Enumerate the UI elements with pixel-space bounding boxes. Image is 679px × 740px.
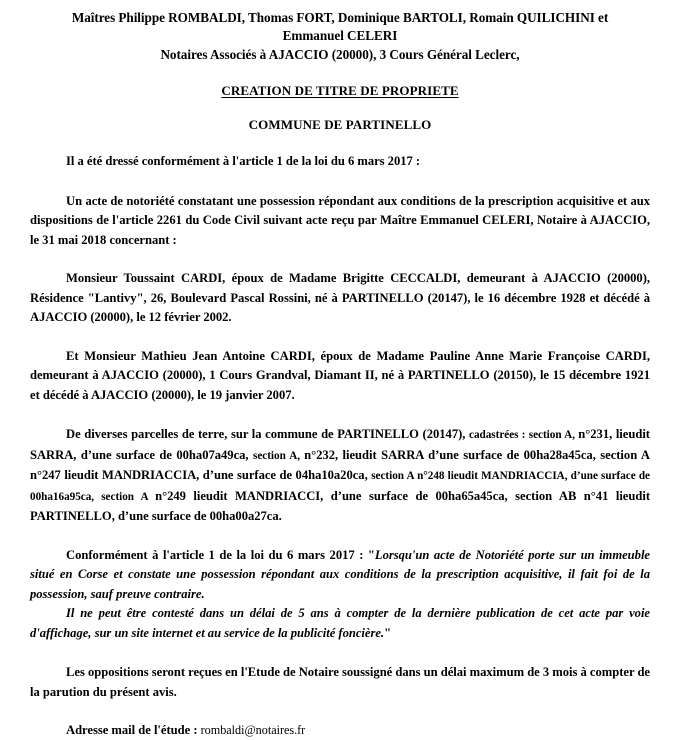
paragraph-statute-2 — [30, 604, 650, 643]
page-title-text: CREATION DE TITRE DE PROPRIETE — [221, 83, 459, 99]
parcels-run-1: cadastrées : section A, — [469, 429, 579, 442]
paragraph-statute — [30, 546, 650, 605]
parcels-run-2: n°231, lieudit SARRA, d’une surface de 00ha07a49ca, — [30, 427, 650, 462]
contact-email-label: Adresse mail de l'étude : — [66, 723, 198, 738]
paragraph-parcels — [30, 425, 650, 527]
statute-quote-1: Lorsqu'un acte de Notoriété porte sur un immeuble situé en Corse et constate une possession répondant aux conditions de la prescription acquisitive, il fait foi de la possession, sauf preuve contraire. — [30, 547, 650, 601]
paragraph-intro: Il a été dressé conformément à l'article 1 de la loi du 6 mars 2017 : — [66, 154, 421, 169]
paragraph-acte: Un acte de notoriété constatant une possession répondant aux conditions de la prescription acquisitive et aux dispositions de l'article 2261 du Code Civil suivant acte reçu par Maître Emmanuel CELERI, Notaire à AJACCIO, le 31 mai 2018 concernant : — [30, 193, 650, 247]
parcels-run-4: n°232, lieudit SARRA d’une surface de 00ha28a45ca, section A n°247 lieudit MANDRIACCIA, d’une surface de 04ha10a20ca, — [30, 447, 650, 483]
header-line-2: Emmanuel CELERI — [282, 28, 398, 44]
notary-header — [30, 0, 650, 64]
statute-tail: " — [384, 625, 392, 640]
paragraph-person-2: Et Monsieur Mathieu Jean Antoine CARDI, époux de Madame Pauline Anne Marie Françoise CARDI, demeurant à AJACCIO (20000), 1 Cours Grandval, Diamant II, né à PARTINELLO (20150), le 15 décembre 1921 et décédé à AJACCIO (20000), le 19 janvier 2007. — [30, 348, 650, 402]
header-line-1: Maîtres Philippe ROMBALDI, Thomas FORT, Dominique BARTOLI, Romain QUILICHINI et — [71, 10, 609, 25]
statute-quote-2: Il ne peut être contesté dans un délai de 5 ans à compter de la dernière publication de cet acte par voie d'affichage, sur un site internet et au service de la publicité foncière. — [30, 606, 650, 640]
header-line-3: Notaires Associés à AJACCIO (20000), 3 Cours Général Leclerc, — [160, 46, 520, 62]
statute-lead: Conformément à l'article 1 de la loi du 6 mars 2017 : " — [66, 547, 375, 562]
paragraph-oppositions: Les oppositions seront reçues en l'Etude de Notaire soussigné dans un délai maximum de 3 mois à compter de la parution du présent avis. — [30, 665, 650, 699]
page-title — [30, 82, 650, 99]
contact-email-address: rombaldi@notaires.fr — [200, 723, 306, 738]
paragraph-person-1: Monsieur Toussaint CARDI, époux de Madame Brigitte CECCALDI, demeurant à AJACCIO (20000), Résidence "Lantivy", 26, Boulevard Pascal Rossini, né à PARTINELLO (20147), le 16 décembre 1928 et décédé à AJACCIO (20000), le 12 février 2002. — [30, 271, 650, 325]
contact-email-line — [30, 721, 650, 740]
parcels-run-6: n°249 lieudit MANDRIACCI, d’une surface de 00ha65a45ca, section AB n°41 lieudit PARTINELLO, d’une surface de 00ha00a27ca. — [30, 488, 650, 524]
parcels-run-5: section A n°248 lieudit MANDRIACCIA, d’une surface de 00ha16a95ca, section A — [30, 470, 650, 503]
parcels-run-0: De diverses parcelles de terre, sur la commune de PARTINELLO (20147), — [66, 427, 470, 442]
commune-subtitle: COMMUNE DE PARTINELLO — [248, 117, 432, 133]
parcels-run-3: section A, — [252, 449, 305, 462]
